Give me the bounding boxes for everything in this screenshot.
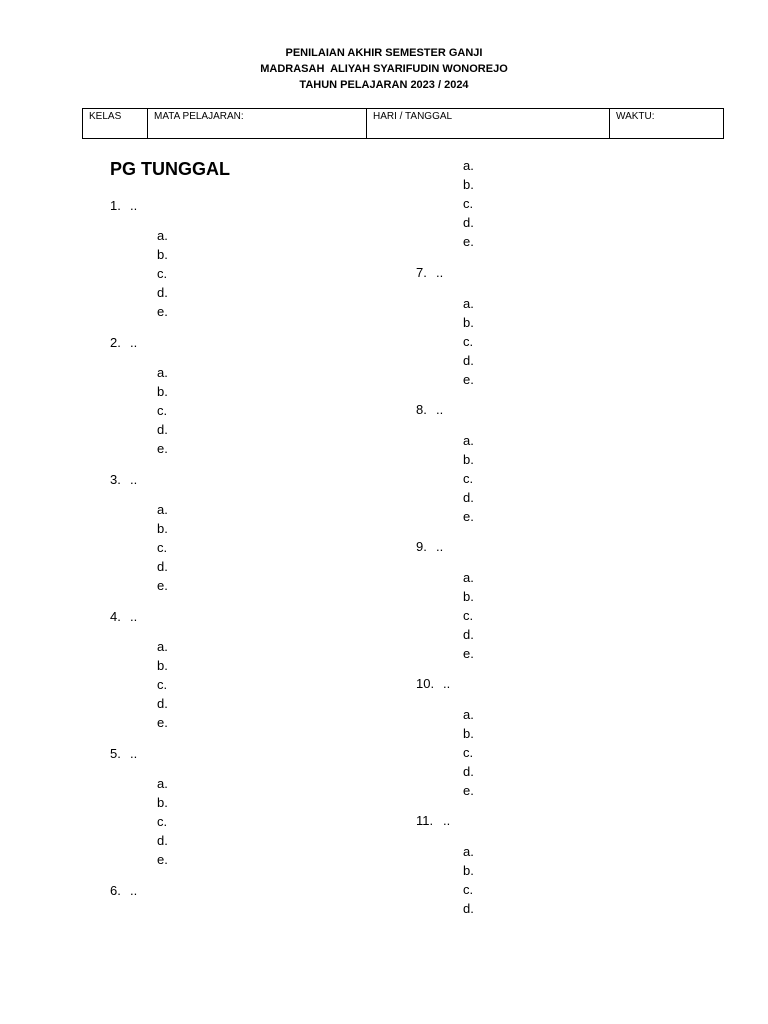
option-label: b. [463, 726, 474, 741]
option-label: a. [463, 433, 474, 448]
option-label: a. [157, 639, 168, 654]
question-text: .. [130, 883, 138, 898]
question-text: .. [443, 676, 451, 691]
question-number: 2. [110, 335, 121, 350]
option-label: a. [463, 570, 474, 585]
option-label: c. [157, 677, 168, 692]
section-title: PG TUNGGAL [110, 159, 230, 179]
option-label: e. [157, 304, 168, 319]
exam-header [0, 45, 768, 93]
question-number: 3. [110, 472, 121, 487]
option-label: e. [157, 715, 168, 730]
question-text: .. [443, 813, 451, 828]
option-label: d. [157, 696, 168, 711]
option-label: a. [463, 158, 474, 173]
option-label: d. [463, 215, 474, 230]
option-label: c. [157, 266, 168, 281]
question-number: 4. [110, 609, 121, 624]
option-label: b. [463, 315, 474, 330]
option-label: e. [463, 234, 474, 249]
option-label: e. [157, 852, 168, 867]
question-text: .. [130, 746, 138, 761]
option-label: b. [157, 521, 168, 536]
header-title: PENILAIAN AKHIR SEMESTER GANJI [285, 47, 483, 59]
option-label: c. [463, 882, 474, 897]
option-label: d. [157, 559, 168, 574]
option-label: c. [463, 608, 474, 623]
option-label: e. [463, 509, 474, 524]
question-number: 1. [110, 198, 121, 213]
option-label: c. [157, 540, 168, 555]
info-table [82, 108, 724, 139]
option-label: b. [463, 177, 474, 192]
question-text: .. [436, 402, 444, 417]
option-label: e. [157, 578, 168, 593]
mapel-cell: MATA PELAJARAN: [148, 109, 367, 139]
option-label: a. [157, 502, 168, 517]
option-label: a. [463, 844, 474, 859]
question-text: .. [436, 539, 444, 554]
question-number: 8. [416, 402, 427, 417]
option-label: a. [157, 365, 168, 380]
option-label: d. [157, 285, 168, 300]
option-label: b. [157, 795, 168, 810]
option-label: e. [463, 646, 474, 661]
waktu-cell: WAKTU: [610, 109, 724, 139]
option-label: d. [463, 353, 474, 368]
question-number: 6. [110, 883, 121, 898]
header-school: MADRASAH ALIYAH SYARIFUDIN WONOREJO [260, 63, 508, 75]
option-label: b. [157, 384, 168, 399]
question-text: .. [130, 609, 138, 624]
option-label: b. [463, 863, 474, 878]
option-label: d. [463, 490, 474, 505]
question-number: 9. [416, 539, 427, 554]
option-label: b. [157, 658, 168, 673]
header-year: TAHUN PELAJARAN 2023 / 2024 [299, 79, 469, 91]
option-label: c. [463, 334, 474, 349]
option-label: c. [463, 471, 474, 486]
option-label: c. [157, 403, 168, 418]
option-label: c. [157, 814, 168, 829]
option-label: d. [463, 627, 474, 642]
option-label: d. [157, 833, 168, 848]
option-label: d. [463, 764, 474, 779]
option-label: b. [157, 247, 168, 262]
option-label: b. [463, 452, 474, 467]
question-text: .. [436, 265, 444, 280]
question-text: .. [130, 198, 138, 213]
option-label: a. [463, 296, 474, 311]
question-number: 11. [416, 813, 434, 828]
option-label: e. [463, 783, 474, 798]
question-number: 7. [416, 265, 427, 280]
hari-tanggal-cell: HARI / TANGGAL [367, 109, 610, 139]
option-label: b. [463, 589, 474, 604]
question-number: 10. [416, 676, 435, 691]
option-label: c. [463, 745, 474, 760]
question-text: .. [130, 472, 138, 487]
question-number: 5. [110, 746, 121, 761]
option-label: e. [157, 441, 168, 456]
question-text: .. [130, 335, 138, 350]
option-label: c. [463, 196, 474, 211]
option-label: a. [463, 707, 474, 722]
option-label: a. [157, 776, 168, 791]
kelas-cell: KELAS [83, 109, 148, 139]
option-label: e. [463, 372, 474, 387]
option-label: d. [463, 901, 474, 916]
option-label: a. [157, 228, 168, 243]
option-label: d. [157, 422, 168, 437]
